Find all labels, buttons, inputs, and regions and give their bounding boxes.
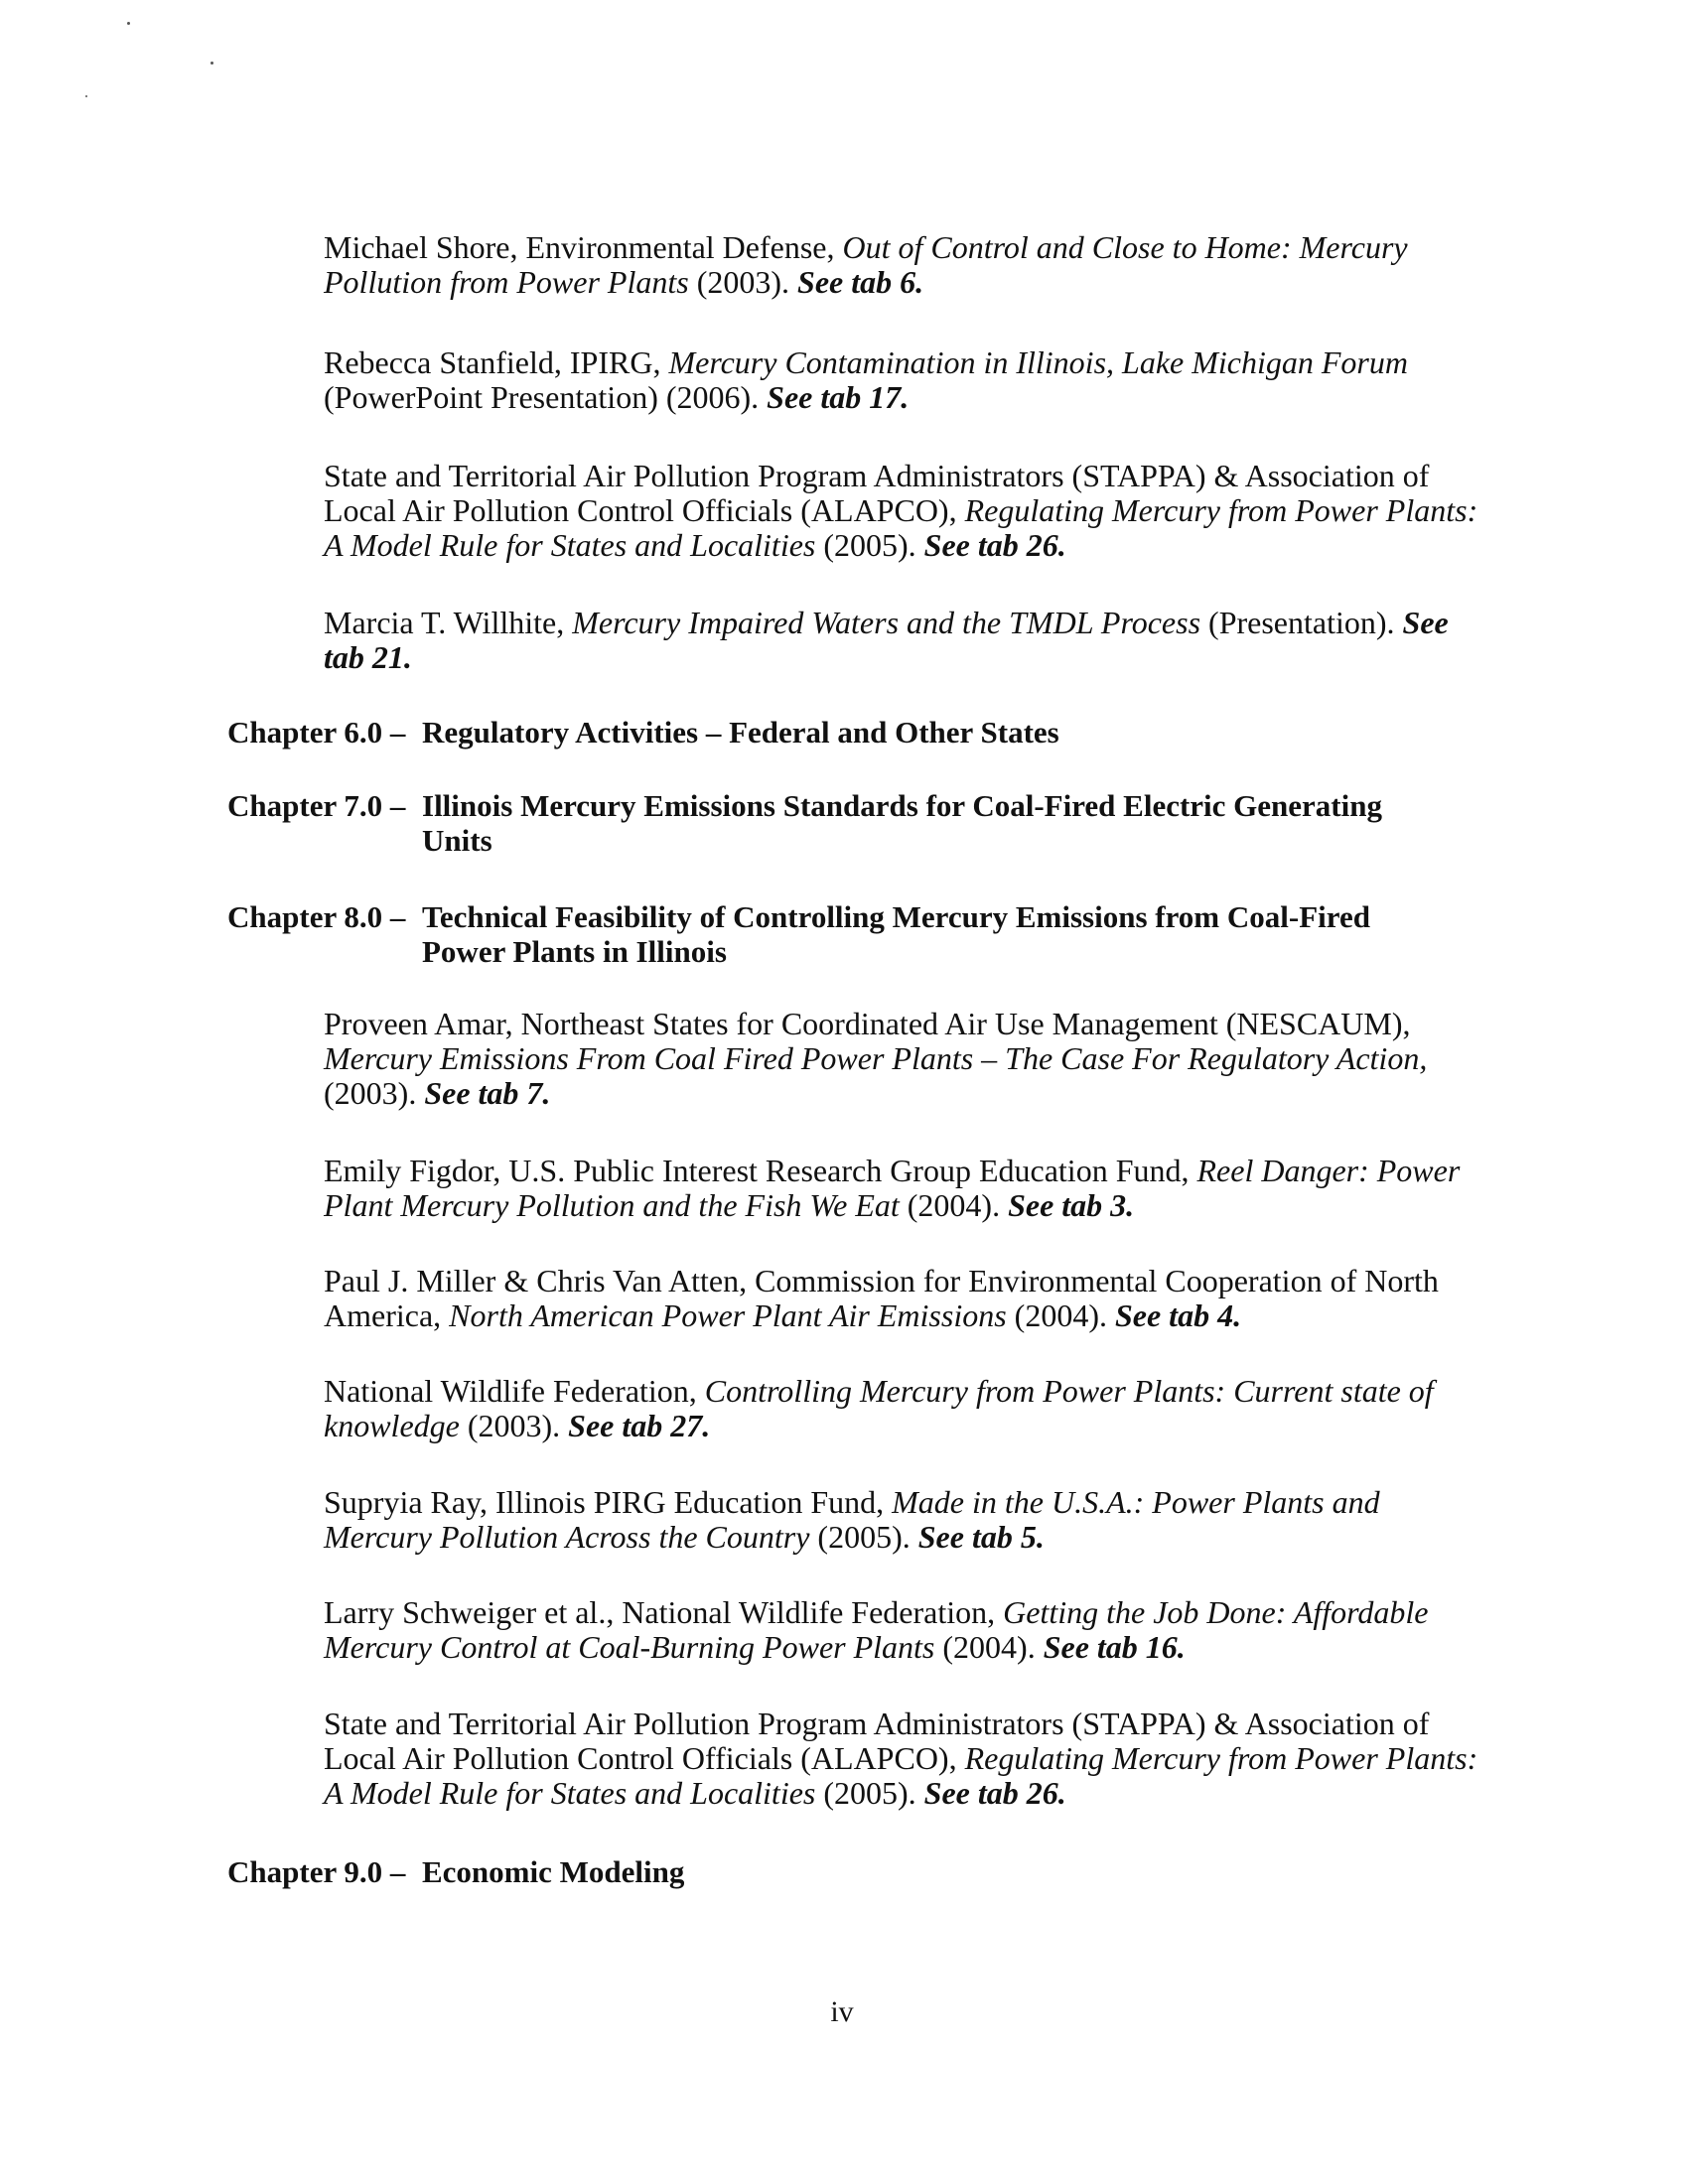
reference-author: Proveen Amar, Northeast States for Coordinated Air Use Management (NESCAUM), — [324, 1006, 1411, 1041]
chapter-title: Illinois Mercury Emissions Standards for Coal-Fired Electric Generating — [422, 788, 1382, 823]
reference-year: (2004). — [1006, 1297, 1115, 1333]
reference-entry — [324, 459, 1495, 563]
page-number: iv — [830, 1995, 854, 2028]
reference-entry — [324, 1007, 1495, 1111]
see-tab-reference: See tab 26. — [923, 1775, 1066, 1811]
see-tab-reference: See tab 16. — [1043, 1629, 1186, 1665]
reference-year: (2003). — [324, 1075, 425, 1111]
reference-author: Marcia T. Willhite, — [324, 605, 573, 640]
reference-author: National Wildlife Federation, — [324, 1373, 705, 1409]
reference-title: Getting the Job Done: Affordable Mercury Control at Coal-Burning Power Plants — [324, 1594, 1429, 1665]
reference-year: (2003). — [688, 264, 798, 300]
chapter-title: Economic Modeling — [422, 1854, 685, 1889]
reference-entry — [324, 1485, 1495, 1555]
reference-year: (2004). — [934, 1629, 1044, 1665]
reference-title: Out of Control and Close to Home: Mercury Pollution from Power Plants — [324, 229, 1408, 300]
chapter-number: Chapter 8.0 – — [227, 899, 406, 934]
chapter-heading — [227, 788, 1518, 858]
reference-year: (2004). — [899, 1187, 1009, 1223]
see-tab-reference: See tab 6. — [797, 264, 924, 300]
reference-entry — [324, 606, 1495, 675]
reference-title: Regulating Mercury from Power Plants: A Model Rule for States and Localities — [324, 1740, 1478, 1811]
reference-title: Mercury Emissions From Coal Fired Power Plants – The Case For Regulatory Action, — [324, 1040, 1428, 1076]
reference-title: Controlling Mercury from Power Plants: Current state of knowledge — [324, 1373, 1434, 1443]
reference-title: North American Power Plant Air Emissions — [449, 1297, 1007, 1333]
reference-author: Michael Shore, Environmental Defense, — [324, 229, 843, 265]
chapter-title: Regulatory Activities – Federal and Other States — [422, 715, 1059, 750]
reference-year: (Presentation). — [1200, 605, 1403, 640]
reference-entry — [324, 1154, 1495, 1223]
reference-entry — [324, 230, 1495, 300]
reference-entry — [324, 1706, 1495, 1811]
see-tab-reference: See tab 27. — [568, 1408, 711, 1443]
reference-author: Larry Schweiger et al., National Wildlife Federation, — [324, 1594, 1004, 1630]
reference-year: (2005). — [809, 1519, 918, 1555]
reference-entry — [324, 1264, 1495, 1333]
see-tab-reference: See tab 17. — [767, 379, 910, 415]
reference-title: Regulating Mercury from Power Plants: A Model Rule for States and Localities — [324, 492, 1478, 563]
reference-author: State and Territorial Air Pollution Program Administrators (STAPPA) & Association of Local Air Pollution Control Officials (ALAPCO), — [324, 1706, 1430, 1776]
scan-speck — [127, 22, 130, 25]
scan-speck — [210, 62, 213, 65]
chapter-number: Chapter 7.0 – — [227, 788, 406, 823]
chapter-title: Technical Feasibility of Controlling Mercury Emissions from Coal-Fired — [422, 899, 1370, 934]
reference-title: Mercury Contamination in Illinois, Lake Michigan Forum — [668, 344, 1408, 380]
reference-entry — [324, 1595, 1495, 1665]
chapter-number: Chapter 9.0 – — [227, 1854, 406, 1889]
see-tab-reference: See tab 26. — [923, 527, 1066, 563]
chapter-number: Chapter 6.0 – — [227, 715, 406, 750]
reference-entry — [324, 1374, 1495, 1443]
chapter-title-continued: Power Plants in Illinois — [422, 934, 727, 969]
see-tab-reference: See tab 3. — [1008, 1187, 1135, 1223]
chapter-heading — [227, 1854, 1518, 1889]
see-tab-reference: See tab 4. — [1114, 1297, 1242, 1333]
reference-author: Paul J. Miller & Chris Van Atten, Commission for Environmental Cooperation of North America, — [324, 1263, 1439, 1333]
chapter-title-continued: Units — [422, 823, 492, 858]
reference-year: (PowerPoint Presentation) (2006). — [324, 379, 768, 415]
reference-year: (2005). — [815, 527, 924, 563]
reference-author: State and Territorial Air Pollution Program Administrators (STAPPA) & Association of Local Air Pollution Control Officials (ALAPCO), — [324, 458, 1430, 528]
reference-author: Emily Figdor, U.S. Public Interest Research Group Education Fund, — [324, 1153, 1197, 1188]
reference-title: Reel Danger: Power Plant Mercury Pollution and the Fish We Eat — [324, 1153, 1461, 1223]
reference-year: (2005). — [815, 1775, 924, 1811]
see-tab-reference: See tab 5. — [917, 1519, 1045, 1555]
reference-author: Supryia Ray, Illinois PIRG Education Fund, — [324, 1484, 893, 1520]
chapter-heading — [227, 899, 1518, 969]
reference-title: Made in the U.S.A.: Power Plants and Mercury Pollution Across the Country — [324, 1484, 1380, 1555]
reference-year: (2003). — [459, 1408, 569, 1443]
chapter-heading — [227, 715, 1518, 750]
reference-title: Mercury Impaired Waters and the TMDL Process — [572, 605, 1201, 640]
scan-speck — [85, 95, 87, 97]
see-tab-reference: See tab 7. — [424, 1075, 551, 1111]
reference-author: Rebecca Stanfield, IPIRG, — [324, 344, 669, 380]
see-tab-reference: See tab 21. — [324, 605, 1449, 675]
reference-entry — [324, 345, 1495, 415]
